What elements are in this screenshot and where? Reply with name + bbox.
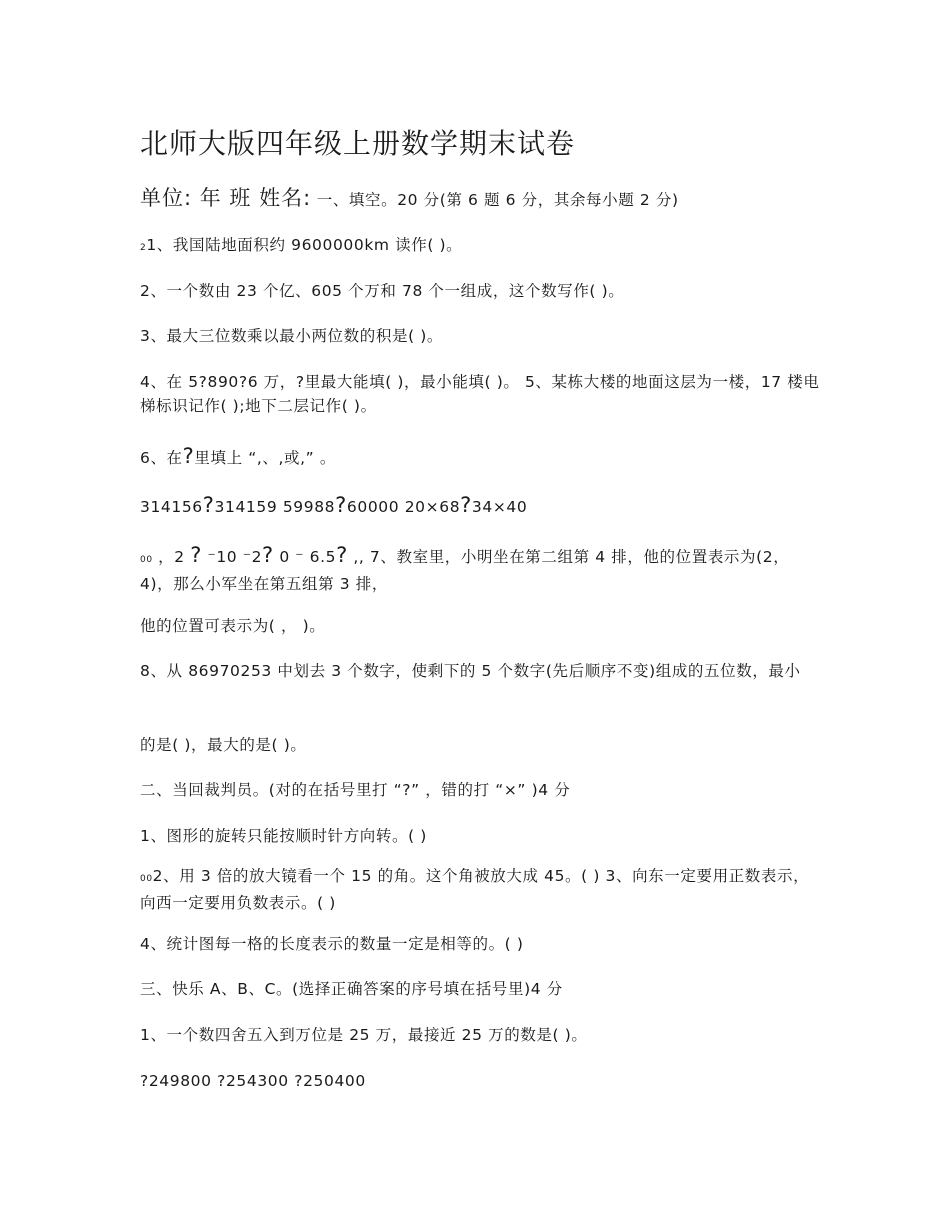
q6-item-a: 314156 (140, 498, 203, 516)
unit-line (140, 186, 820, 212)
q6-item-c: 60000 20×68 (346, 498, 461, 516)
section-3-question-1-options: ?249800 ?254300 ?250400 (140, 1072, 366, 1090)
question-7-text: ,, 7、教室里，小明坐在第二组第 4 排，他的位置表示为(2，4)，那么小军坐在第五组第 3 排， (140, 548, 790, 593)
section-3-question-1: 1、一个数四舍五入到万位是 25 万，最接近 25 万的数是( )。 (140, 1026, 588, 1044)
question-6-items (140, 493, 820, 519)
question-3: 3、最大三位数乘以最小两位数的积是( )。 (140, 327, 443, 345)
question-4-5: 4、在 5?890?6 万，?里最大能填( )，最小能填( )。 5、某栋大楼的地面这层为一楼，17 楼电梯标识记作( );地下二层记作( )。 (140, 373, 820, 415)
q6-box-3: ? (460, 493, 472, 517)
question-7-end: 他的位置可表示为( ， )。 (140, 617, 326, 635)
question-2: 2、一个数由 23 个亿、605 个万和 78 个一组成，这个数写作( )。 (140, 282, 625, 300)
question-6 (140, 444, 820, 470)
q6-neg-box-1: ? (190, 543, 203, 567)
q6-neg-box-3: ? (336, 543, 348, 567)
question-6-negatives-and-7 (140, 543, 820, 596)
q6-item-b: 314159 59988 (214, 498, 336, 516)
section1-heading: 一、填空。20 分(第 6 题 6 分，其余每小题 2 分) (311, 191, 679, 209)
q6-neg-b: ⁻10 ⁻2 (202, 548, 263, 566)
section-3-heading: 三、快乐 A、B、C。(选择正确答案的序号填在括号里)4 分 (140, 980, 563, 998)
section-2-heading: 二、当回裁判员。(对的在括号里打 “?” ，错的打 “×” )4 分 (140, 781, 571, 799)
q6-item-d: 34×40 (471, 498, 528, 516)
q6-neg-box-2: ? (262, 543, 274, 567)
question-1-text: 1、我国陆地面积约 9600000km 读作( )。 (146, 236, 463, 254)
s2-q2-marker: 00 (140, 874, 153, 884)
question-6-box-symbol: ? (182, 444, 195, 468)
section-2-question-2-3 (140, 864, 820, 915)
question-8-end: 的是( )，最大的是( )。 (140, 736, 307, 754)
q6-neg-marker: 00 (140, 555, 153, 565)
q6-neg-c: 0 ⁻ 6.5 (273, 548, 337, 566)
unit-name-label: 单位: 年 班 姓名: (140, 186, 312, 210)
q6-box-2: ? (335, 493, 347, 517)
s2-q2-3-text: 2、用 3 倍的放大镜看一个 15 的角。这个角被放大成 45。( ) 3、向东一定要用正数表示，向西一定要用负数表示。( ) (140, 867, 810, 912)
section-2-question-4: 4、统计图每一格的长度表示的数量一定是相等的。( ) (140, 935, 524, 953)
section-2-question-1: 1、图形的旋转只能按顺时针方向转。( ) (140, 827, 427, 845)
q6-box-1: ? (202, 493, 215, 517)
document-title: 北师大版四年级上册数学期末试卷 (140, 127, 576, 160)
question-6-text-a: 6、在 (140, 449, 183, 467)
question-1 (140, 233, 820, 260)
question-6-text-b: 里填上 “,、,或,” 。 (194, 449, 336, 467)
question-8: 8、从 86970253 中划去 3 个数字，使剩下的 5 个数字(先后顺序不变)组成的五位数，最小 (140, 662, 801, 680)
question-1-marker: 2 (140, 243, 147, 253)
q6-neg-a: ，2 (152, 548, 191, 566)
